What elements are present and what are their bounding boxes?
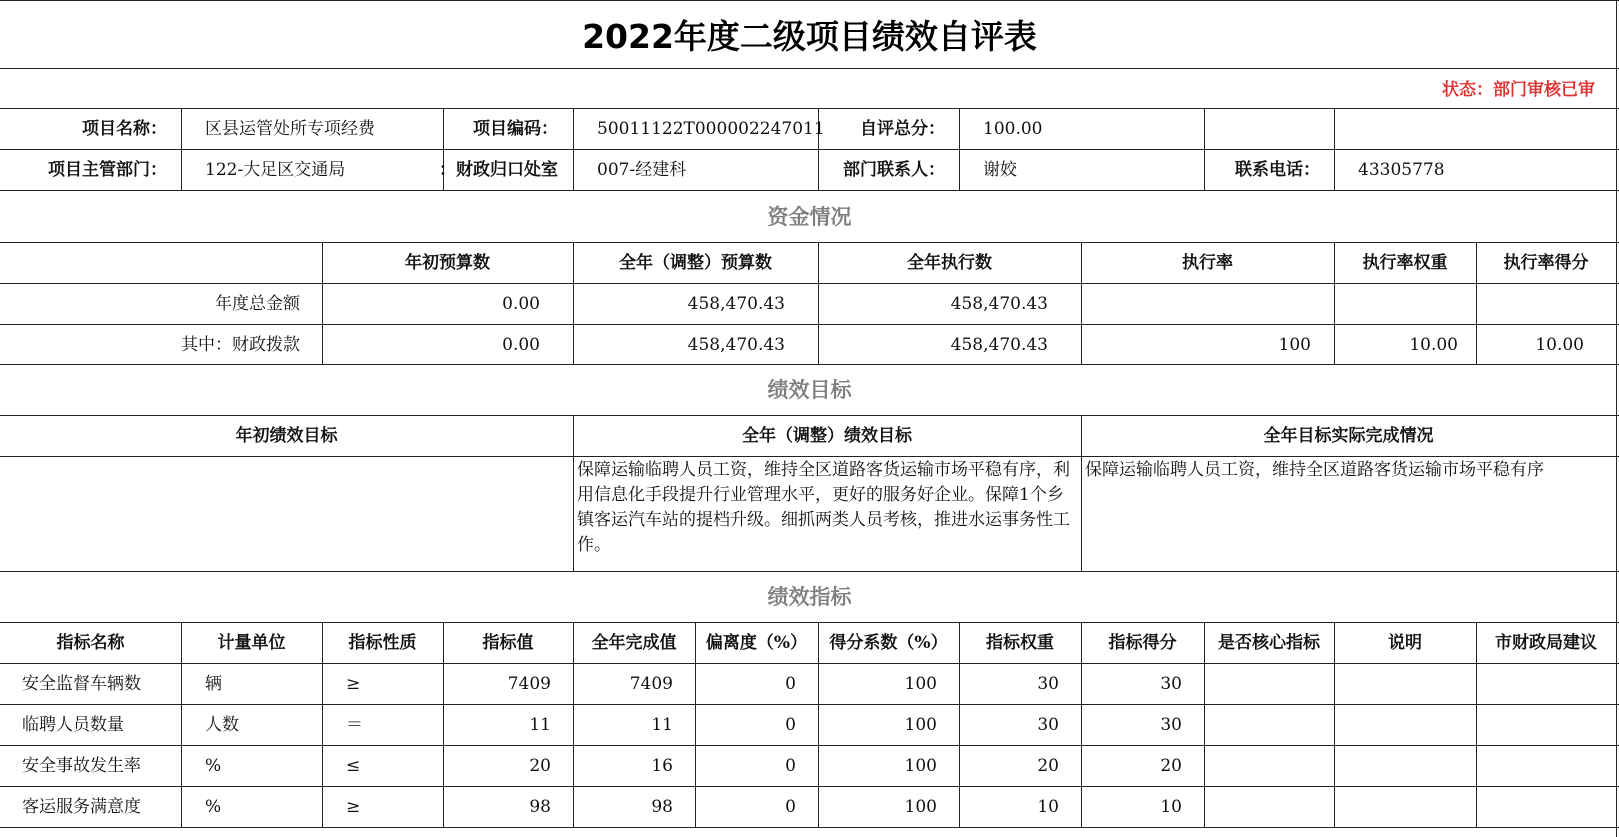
indicator-header: 说明	[1388, 633, 1422, 653]
grid-line	[0, 190, 1619, 191]
grid-line	[0, 745, 1619, 746]
project-name-value[interactable]: 区县运管处所专项经费	[205, 119, 375, 139]
status-badge: 状态：部门审核已审	[1442, 80, 1595, 100]
indicator-cell[interactable]: 30	[1160, 674, 1182, 694]
funds-header: 执行率	[1182, 253, 1233, 273]
grid-line	[0, 149, 1619, 150]
funds-cell[interactable]: 0.00	[502, 294, 540, 314]
indicator-cell[interactable]: %	[205, 797, 222, 817]
indicator-cell[interactable]: 100	[904, 674, 937, 694]
indicator-name[interactable]: 客运服务满意度	[22, 797, 141, 817]
funds-row-label: 其中：财政拨款	[181, 335, 300, 355]
indicator-cell[interactable]: 30	[1037, 715, 1059, 735]
indicator-name[interactable]: 安全事故发生率	[22, 756, 141, 776]
phone-value[interactable]: 43305778	[1358, 160, 1445, 180]
project-code-value[interactable]: 50011122T000002247011	[597, 119, 825, 139]
funds-header: 全年执行数	[907, 253, 992, 273]
dept-label: 项目主管部门：	[48, 160, 167, 180]
page-title: 2022年度二级项目绩效自评表	[582, 17, 1037, 56]
indicator-cell[interactable]: 0	[785, 756, 796, 776]
grid-line	[0, 68, 1619, 69]
indicator-cell[interactable]: 7409	[629, 674, 673, 694]
grid-line	[0, 571, 1619, 572]
contact-label: 部门联系人：	[843, 160, 945, 180]
indicator-name[interactable]: 安全监督车辆数	[22, 674, 141, 694]
indicator-cell[interactable]: 100	[904, 756, 937, 776]
total-score-label: 自评总分：	[860, 119, 945, 139]
finance-value[interactable]: 007-经建科	[597, 160, 687, 180]
grid-line	[0, 108, 1619, 109]
indicator-cell[interactable]: 30	[1160, 715, 1182, 735]
grid-line	[0, 622, 1619, 623]
indicator-cell[interactable]: 10	[1160, 797, 1182, 817]
indicator-cell[interactable]: 0	[785, 715, 796, 735]
goals-header: 年初绩效目标	[235, 426, 338, 446]
grid-line	[1616, 0, 1617, 837]
indicator-header: 偏离度（%）	[705, 633, 808, 653]
funds-header: 全年（调整）预算数	[619, 253, 772, 273]
indicator-cell[interactable]: 20	[1160, 756, 1182, 776]
indicator-name[interactable]: 临聘人员数量	[22, 715, 124, 735]
indicator-cell[interactable]: 100	[904, 715, 937, 735]
indicator-cell[interactable]: 20	[529, 756, 551, 776]
indicator-cell[interactable]: 11	[651, 715, 673, 735]
indicator-cell[interactable]: 16	[651, 756, 673, 776]
indicator-header: 是否核心指标	[1218, 633, 1320, 653]
indicator-cell[interactable]: 人数	[205, 715, 239, 735]
indicator-cell[interactable]: %	[205, 756, 222, 776]
funds-header: 执行率得分	[1503, 253, 1589, 273]
indicator-cell[interactable]: 0	[785, 674, 796, 694]
indicator-cell[interactable]: ＝	[346, 715, 363, 735]
grid-line	[0, 364, 1619, 365]
indicator-header: 全年完成值	[591, 633, 677, 653]
funds-cell[interactable]: 458,470.43	[950, 294, 1048, 314]
grid-line	[181, 108, 182, 190]
funds-cell[interactable]: 10.00	[1535, 335, 1584, 355]
grid-line	[0, 242, 1619, 243]
grid-line	[0, 456, 1619, 457]
indicator-cell[interactable]: ≥	[346, 797, 361, 817]
phone-label: 联系电话：	[1235, 160, 1320, 180]
funds-cell[interactable]: 100	[1278, 335, 1311, 355]
funds-cell[interactable]: 10.00	[1409, 335, 1458, 355]
grid-line	[0, 415, 1619, 416]
indicator-cell[interactable]: 100	[904, 797, 937, 817]
grid-line	[0, 827, 1619, 828]
goals-header: 全年目标实际完成情况	[1263, 426, 1434, 446]
funds-row-label: 年度总金额	[215, 294, 300, 314]
grid-line	[0, 704, 1619, 705]
contact-value[interactable]: 谢姣	[983, 160, 1017, 180]
indicator-cell[interactable]: 98	[529, 797, 551, 817]
indicator-cell[interactable]: 0	[785, 797, 796, 817]
funds-cell[interactable]: 458,470.43	[687, 294, 785, 314]
grid-line	[0, 786, 1619, 787]
indicator-header: 指标权重	[986, 633, 1054, 653]
indicator-cell[interactable]: 98	[651, 797, 673, 817]
finance-label: 财政归口处室：	[439, 160, 558, 180]
indicator-cell[interactable]: ≥	[346, 674, 361, 694]
grid-line	[573, 108, 574, 190]
funds-cell[interactable]: 458,470.43	[950, 335, 1048, 355]
indicator-header: 指标值	[482, 633, 534, 653]
indicator-header: 指标名称	[56, 633, 125, 653]
indicator-header: 计量单位	[217, 633, 286, 653]
funds-header: 年初预算数	[405, 253, 490, 273]
grid-line	[0, 283, 1619, 284]
indicator-cell[interactable]: 10	[1037, 797, 1059, 817]
funds-cell[interactable]: 0.00	[502, 335, 540, 355]
indicator-cell[interactable]: ≤	[346, 756, 361, 776]
section-goals: 绩效目标	[767, 378, 852, 402]
project-code-label: 项目编码：	[473, 119, 558, 139]
funds-header: 执行率权重	[1362, 253, 1448, 273]
indicator-cell[interactable]: 11	[529, 715, 551, 735]
indicator-header: 指标性质	[348, 633, 417, 653]
funds-cell[interactable]: 458,470.43	[687, 335, 785, 355]
section-indicators: 绩效指标	[767, 585, 852, 609]
grid-line	[0, 0, 1619, 1]
indicator-header: 市财政局建议	[1495, 633, 1597, 653]
dept-value[interactable]: 122-大足区交通局	[205, 160, 346, 180]
grid-line	[1334, 108, 1335, 190]
indicator-cell[interactable]: 7409	[507, 674, 551, 694]
grid-line	[0, 324, 1619, 325]
goals-adjusted[interactable]: 保障运输临聘人员工资，维持全区道路客货运输市场平稳有序，利用信息化手段提升行业管理水平，更好的服务好企业。保障1个乡镇客运汽车站的提档升级。细抓两类人员考核，推进水运事务性工作。	[577, 460, 1070, 555]
total-score-value[interactable]: 100.00	[983, 119, 1043, 139]
goals-actual[interactable]: 保障运输临聘人员工资，维持全区道路客货运输市场平稳有序	[1085, 460, 1544, 480]
project-name-label: 项目名称：	[82, 119, 167, 139]
section-funds: 资金情况	[767, 205, 852, 229]
indicator-header: 得分系数（%）	[829, 633, 948, 653]
indicator-cell[interactable]: 30	[1037, 674, 1059, 694]
goals-header: 全年（调整）绩效目标	[742, 426, 912, 446]
grid-line	[959, 108, 960, 190]
grid-line	[0, 663, 1619, 664]
indicator-cell[interactable]: 辆	[205, 674, 222, 694]
indicator-header: 指标得分	[1108, 633, 1177, 653]
indicator-cell[interactable]: 20	[1037, 756, 1059, 776]
